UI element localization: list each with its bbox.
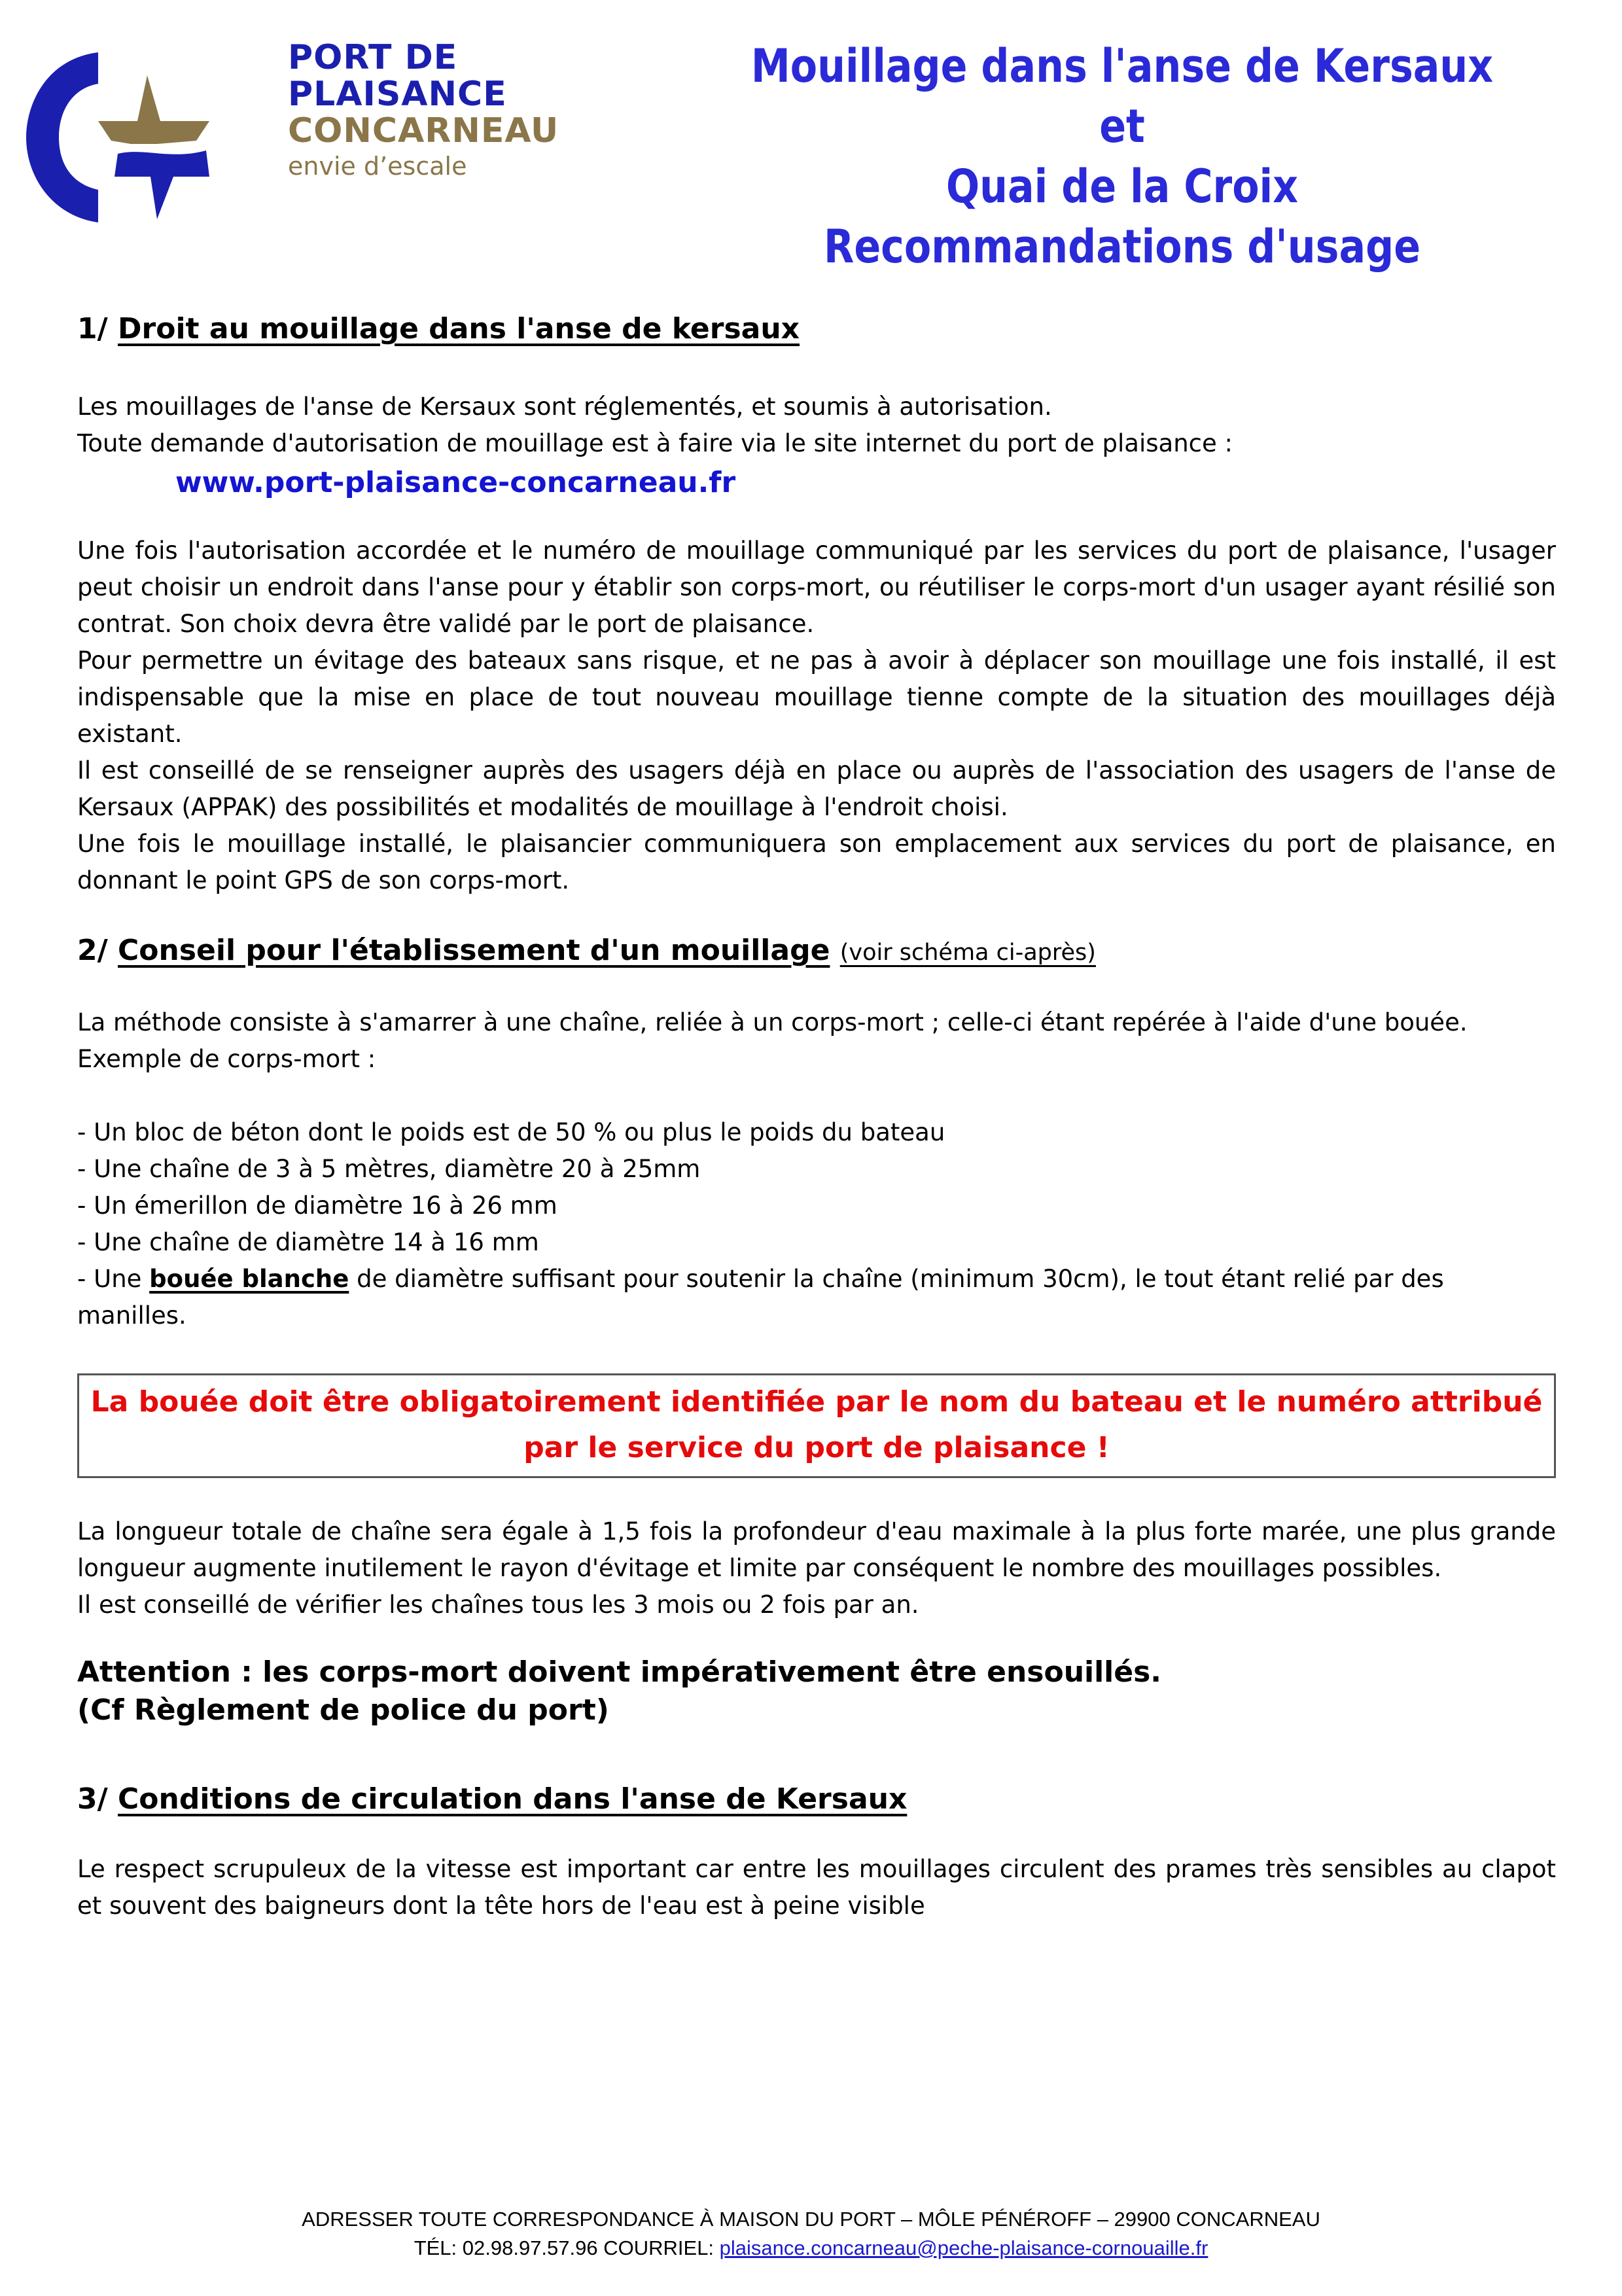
list-item: - Un bloc de béton dont le poids est de 50 % ou plus le poids du bateau (77, 1118, 945, 1146)
footer-contact (0, 2234, 1622, 2263)
section-2-note: (voir schéma ci-après) (839, 940, 1096, 966)
list-item-suffix: de diamètre suffisant pour soutenir la chaîne (minimum 30cm), le tout étant relié par des manilles. (77, 1265, 1444, 1330)
port-logo (20, 26, 582, 236)
section-3-heading (77, 1776, 1556, 1822)
logo-tagline: envie d’escale (288, 152, 467, 181)
logo-line-1: PORT DE (288, 38, 458, 77)
logo-line-3: CONCARNEAU (288, 111, 559, 150)
list-item-prefix: - Une (77, 1265, 150, 1293)
section-2-title: Conseil pour l'établissement d'un mouillage (118, 934, 830, 967)
title-line-2: Quai de la Croix (945, 160, 1299, 213)
chain-length-paragraph: La longueur totale de chaîne sera égale à 1,5 fois la profondeur d'eau maximale à la plus forte marée, une plus grande longueur augmente inutilement le rayon d'évitage et limite par conséquent le nombre des mouillages possibles. (77, 1517, 1556, 1582)
section-1-paragraph-5: Une fois le mouillage installé, le plaisancier communiquera son emplacement aux services du port de plaisance, en donnant le point GPS de son corps-mort. (77, 830, 1556, 894)
section-1-number: 1/ (77, 312, 108, 345)
white-buoy-emphasis: bouée blanche (149, 1265, 349, 1293)
title-line-1: Mouillage dans l'anse de Kersaux et (750, 39, 1494, 153)
document-body (77, 306, 1556, 1924)
corps-mort-list (77, 1114, 1556, 1334)
list-item: - Une chaîne de diamètre 14 à 16 mm (77, 1228, 539, 1256)
section-3-number: 3/ (77, 1782, 108, 1816)
page-title (737, 36, 1507, 277)
footer-phone: TÉL: 02.98.97.57.96 COURRIEL: (414, 2236, 720, 2259)
section-1-line-1: Les mouillages de l'anse de Kersaux sont réglementés, et soumis à autorisation. (77, 393, 1052, 421)
chain-check-paragraph: Il est conseillé de vérifier les chaînes tous les 3 mois ou 2 fois par an. (77, 1591, 919, 1619)
section-1-heading (77, 306, 1556, 352)
footer-address: ADRESSER TOUTE CORRESPONDANCE À MAISON DU PORT – MÔLE PÉNÉROFF – 29900 CONCARNEAU (302, 2208, 1320, 2231)
list-item: - Un émerillon de diamètre 16 à 26 mm (77, 1192, 557, 1220)
attention-line-2: (Cf Règlement de police du port) (77, 1693, 609, 1727)
logo-line-2: PLAISANCE (288, 75, 507, 114)
list-item: - Une chaîne de 3 à 5 mètres, diamètre 20 à 25mm (77, 1155, 701, 1183)
section-2-heading (77, 928, 1556, 976)
attention-line-1: Attention : les corps-mort doivent impérativement être ensouillés. (77, 1655, 1162, 1689)
section-3-paragraph: Le respect scrupuleux de la vitesse est important car entre les mouillages circulent des prames très sensibles au clapot et souvent des baigneurs dont la tête hors de l'eau est à peine visible (77, 1855, 1556, 1920)
title-line-3: Recommandations d'usage (823, 220, 1421, 274)
page-footer (0, 2205, 1622, 2263)
section-2-intro-1: La méthode consiste à s'amarrer à une chaîne, reliée à un corps-mort ; celle-ci étant repérée à l'aide d'une bouée. (77, 1008, 1468, 1036)
section-1-paragraph-2: Une fois l'autorisation accordée et le numéro de mouillage communiqué par les services du port de plaisance, l'usager peut choisir un endroit dans l'anse pour y établir son corps-mort, ou réutiliser le corps-mort d'un usager ayant résilié son contrat. Son choix devra être validé par le port de plaisance. (77, 537, 1556, 638)
list-item (77, 1261, 1556, 1334)
section-1-paragraph-4: Il est conseillé de se renseigner auprès des usagers déjà en place ou auprès de l'association des usagers de l'anse de Kersaux (APPAK) des possibilités et modalités de mouillage à l'endroit choisi. (77, 756, 1556, 821)
section-2-intro-2: Exemple de corps-mort : (77, 1045, 376, 1073)
section-3-title: Conditions de circulation dans l'anse de Kersaux (118, 1782, 908, 1816)
section-1-line-2: Toute demande d'autorisation de mouillage est à faire via le site internet du port de plaisance : (77, 429, 1233, 457)
section-1-paragraph-3: Pour permettre un évitage des bateaux sans risque, et ne pas à avoir à déplacer son mouillage une fois installé, il est indispensable que la mise en place de tout nouveau mouillage tienne compte de la situation des mouillages déjà existant. (77, 646, 1556, 748)
section-1-title: Droit au mouillage dans l'anse de kersaux (118, 312, 800, 345)
section-2-number: 2/ (77, 934, 108, 967)
port-emblem-icon (20, 39, 236, 236)
logo-wordmark (288, 39, 559, 181)
buoy-identification-alert: La bouée doit être obligatoirement identifiée par le nom du bateau et le numéro attribué par le service du port de plaisance ! (77, 1373, 1556, 1478)
footer-email-link[interactable]: plaisance.concarneau@peche-plaisance-cornouaille.fr (719, 2236, 1208, 2259)
attention-notice (77, 1653, 1556, 1729)
website-link[interactable]: www.port-plaisance-concarneau.fr (175, 466, 736, 499)
